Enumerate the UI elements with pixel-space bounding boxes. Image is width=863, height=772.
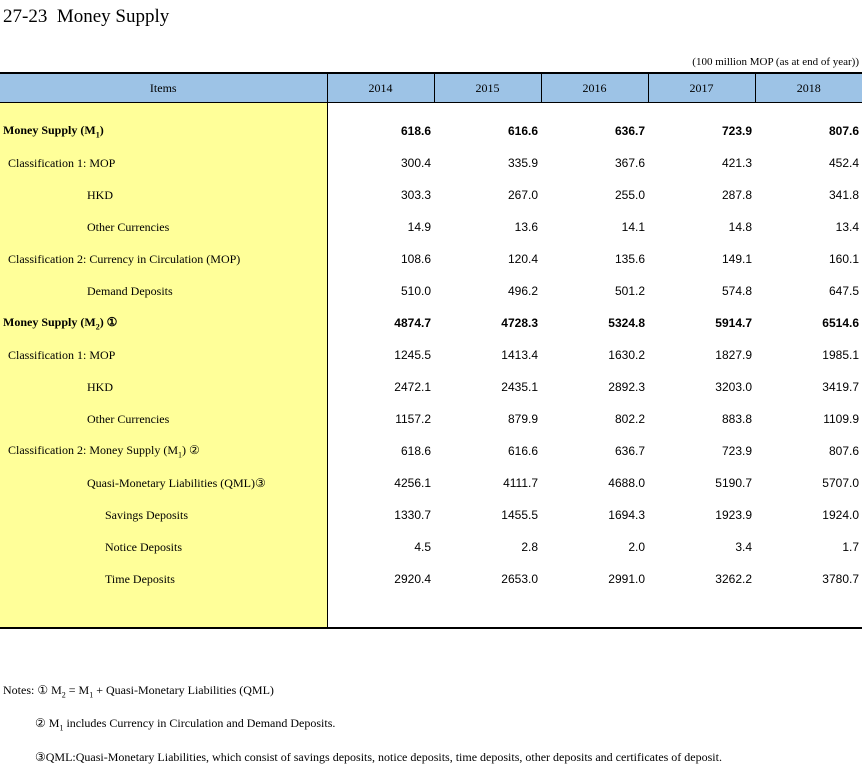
header-year: 2015 bbox=[434, 73, 541, 103]
row-value: 135.6 bbox=[614, 252, 645, 266]
row-value: 5190.7 bbox=[715, 476, 752, 490]
row-value: 14.9 bbox=[407, 220, 431, 234]
row-value: 14.1 bbox=[621, 220, 645, 234]
row-value: 2.8 bbox=[521, 540, 538, 554]
row-value: 1923.9 bbox=[715, 508, 752, 522]
row-value: 160.1 bbox=[828, 252, 859, 266]
row-value: 300.4 bbox=[400, 156, 431, 170]
row-value: 2472.1 bbox=[394, 380, 431, 394]
table-row bbox=[0, 179, 862, 211]
row-label: Other Currencies bbox=[0, 211, 327, 243]
row-value: 6514.6 bbox=[822, 316, 859, 330]
table-row bbox=[0, 435, 862, 467]
row-value: 807.6 bbox=[828, 444, 859, 458]
header-year: 2018 bbox=[755, 73, 862, 103]
row-value: 335.9 bbox=[507, 156, 538, 170]
row-value: 1827.9 bbox=[715, 348, 752, 362]
row-value: 1.7 bbox=[842, 540, 859, 554]
row-value: 3203.0 bbox=[715, 380, 752, 394]
row-value: 4.5 bbox=[414, 540, 431, 554]
row-value: 636.7 bbox=[614, 124, 645, 138]
row-value: 120.4 bbox=[507, 252, 538, 266]
table-row bbox=[0, 371, 862, 403]
row-value: 574.8 bbox=[721, 284, 752, 298]
row-label: Quasi-Monetary Liabilities (QML)③ bbox=[0, 467, 327, 499]
row-value: 287.8 bbox=[721, 188, 752, 202]
row-value: 2920.4 bbox=[394, 572, 431, 586]
row-value: 3262.2 bbox=[715, 572, 752, 586]
row-value: 647.5 bbox=[828, 284, 859, 298]
row-label: Money Supply $(M_1)$ bbox=[0, 115, 327, 147]
row-value: 3.4 bbox=[735, 540, 752, 554]
row-value: 636.7 bbox=[614, 444, 645, 458]
row-value: 883.8 bbox=[721, 412, 752, 426]
row-value: 618.6 bbox=[400, 124, 431, 138]
row-label: Classification 2: Money Supply $(M_1)$ ② bbox=[0, 435, 327, 467]
row-value: 3419.7 bbox=[822, 380, 859, 394]
table-header-row bbox=[0, 73, 862, 103]
row-label: HKD bbox=[0, 371, 327, 403]
note-1: Notes: ① $M_2 = M_1$ + Quasi-Monetary Liabilities (QML) bbox=[3, 683, 274, 700]
row-value: 303.3 bbox=[400, 188, 431, 202]
row-value: 2892.3 bbox=[608, 380, 645, 394]
row-value: 1694.3 bbox=[608, 508, 645, 522]
row-value: 452.4 bbox=[828, 156, 859, 170]
row-label: Classification 2: Currency in Circulation (MOP) bbox=[0, 243, 327, 275]
row-value: 4874.7 bbox=[394, 316, 431, 330]
header-year: 2017 bbox=[648, 73, 755, 103]
row-value: 879.9 bbox=[507, 412, 538, 426]
table-row bbox=[0, 147, 862, 179]
row-value: 2991.0 bbox=[608, 572, 645, 586]
row-value: 4111.7 bbox=[503, 476, 538, 490]
table-row bbox=[0, 115, 862, 147]
header-year: 2014 bbox=[327, 73, 434, 103]
row-value: 2653.0 bbox=[501, 572, 538, 586]
row-label: HKD bbox=[0, 179, 327, 211]
row-value: 616.6 bbox=[507, 444, 538, 458]
row-value: 723.9 bbox=[721, 444, 752, 458]
row-label: Other Currencies bbox=[0, 403, 327, 435]
header-items: Items bbox=[0, 73, 327, 103]
row-label: Savings Deposits bbox=[0, 499, 327, 531]
row-value: 723.9 bbox=[721, 124, 752, 138]
row-label: Time Deposits bbox=[0, 563, 327, 595]
table-row bbox=[0, 531, 862, 563]
table-body bbox=[0, 103, 862, 629]
money-supply-table bbox=[0, 72, 862, 629]
note-2: ② $M_1$ includes Currency in Circulation and Demand Deposits. bbox=[35, 716, 336, 733]
row-value: 1157.2 bbox=[395, 412, 431, 426]
row-value: 4688.0 bbox=[608, 476, 645, 490]
row-value: 367.6 bbox=[614, 156, 645, 170]
table-row bbox=[0, 211, 862, 243]
row-value: 1630.2 bbox=[608, 348, 645, 362]
row-value: 1455.5 bbox=[501, 508, 538, 522]
row-value: 5324.8 bbox=[608, 316, 645, 330]
row-value: 4256.1 bbox=[394, 476, 431, 490]
row-value: 108.6 bbox=[400, 252, 431, 266]
row-value: 1924.0 bbox=[822, 508, 859, 522]
table-row bbox=[0, 403, 862, 435]
table-row bbox=[0, 339, 862, 371]
row-value: 13.6 bbox=[514, 220, 538, 234]
row-value: 501.2 bbox=[614, 284, 645, 298]
table-row bbox=[0, 563, 862, 595]
row-value: 802.2 bbox=[614, 412, 645, 426]
table-row bbox=[0, 275, 862, 307]
row-value: 1109.9 bbox=[823, 412, 859, 426]
row-value: 807.6 bbox=[828, 124, 859, 138]
table-row bbox=[0, 307, 862, 339]
row-value: 421.3 bbox=[721, 156, 752, 170]
row-value: 14.8 bbox=[728, 220, 752, 234]
table-row bbox=[0, 467, 862, 499]
row-value: 3780.7 bbox=[822, 572, 859, 586]
row-label: Classification 1: MOP bbox=[0, 147, 327, 179]
page-title: 27-23 Money Supply bbox=[3, 6, 170, 27]
row-value: 5707.0 bbox=[822, 476, 859, 490]
row-value: 13.4 bbox=[835, 220, 859, 234]
row-value: 2435.1 bbox=[501, 380, 538, 394]
row-value: 149.1 bbox=[721, 252, 752, 266]
note-3: ③QML:Quasi-Monetary Liabilities, which consist of savings deposits, notice deposits, time deposits, other deposits and certificates of deposit. bbox=[35, 749, 722, 764]
row-value: 341.8 bbox=[828, 188, 859, 202]
table-row bbox=[0, 499, 862, 531]
row-label: Notice Deposits bbox=[0, 531, 327, 563]
row-value: 255.0 bbox=[614, 188, 645, 202]
row-value: 5914.7 bbox=[715, 316, 752, 330]
row-value: 510.0 bbox=[400, 284, 431, 298]
row-value: 4728.3 bbox=[501, 316, 538, 330]
row-value: 616.6 bbox=[507, 124, 538, 138]
table-row bbox=[0, 243, 862, 275]
row-value: 1985.1 bbox=[822, 348, 859, 362]
row-value: 1330.7 bbox=[394, 508, 431, 522]
row-value: 2.0 bbox=[628, 540, 645, 554]
row-label: Classification 1: MOP bbox=[0, 339, 327, 371]
header-year: 2016 bbox=[541, 73, 648, 103]
row-value: 618.6 bbox=[400, 444, 431, 458]
row-value: 1413.4 bbox=[501, 348, 538, 362]
row-value: 1245.5 bbox=[394, 348, 431, 362]
row-value: 267.0 bbox=[507, 188, 538, 202]
row-label: Demand Deposits bbox=[0, 275, 327, 307]
notes bbox=[3, 676, 722, 772]
row-value: 496.2 bbox=[507, 284, 538, 298]
row-label: Money Supply $(M_2)$ ① bbox=[0, 307, 327, 339]
unit-note: (100 million MOP (as at end of year)) bbox=[692, 56, 859, 68]
